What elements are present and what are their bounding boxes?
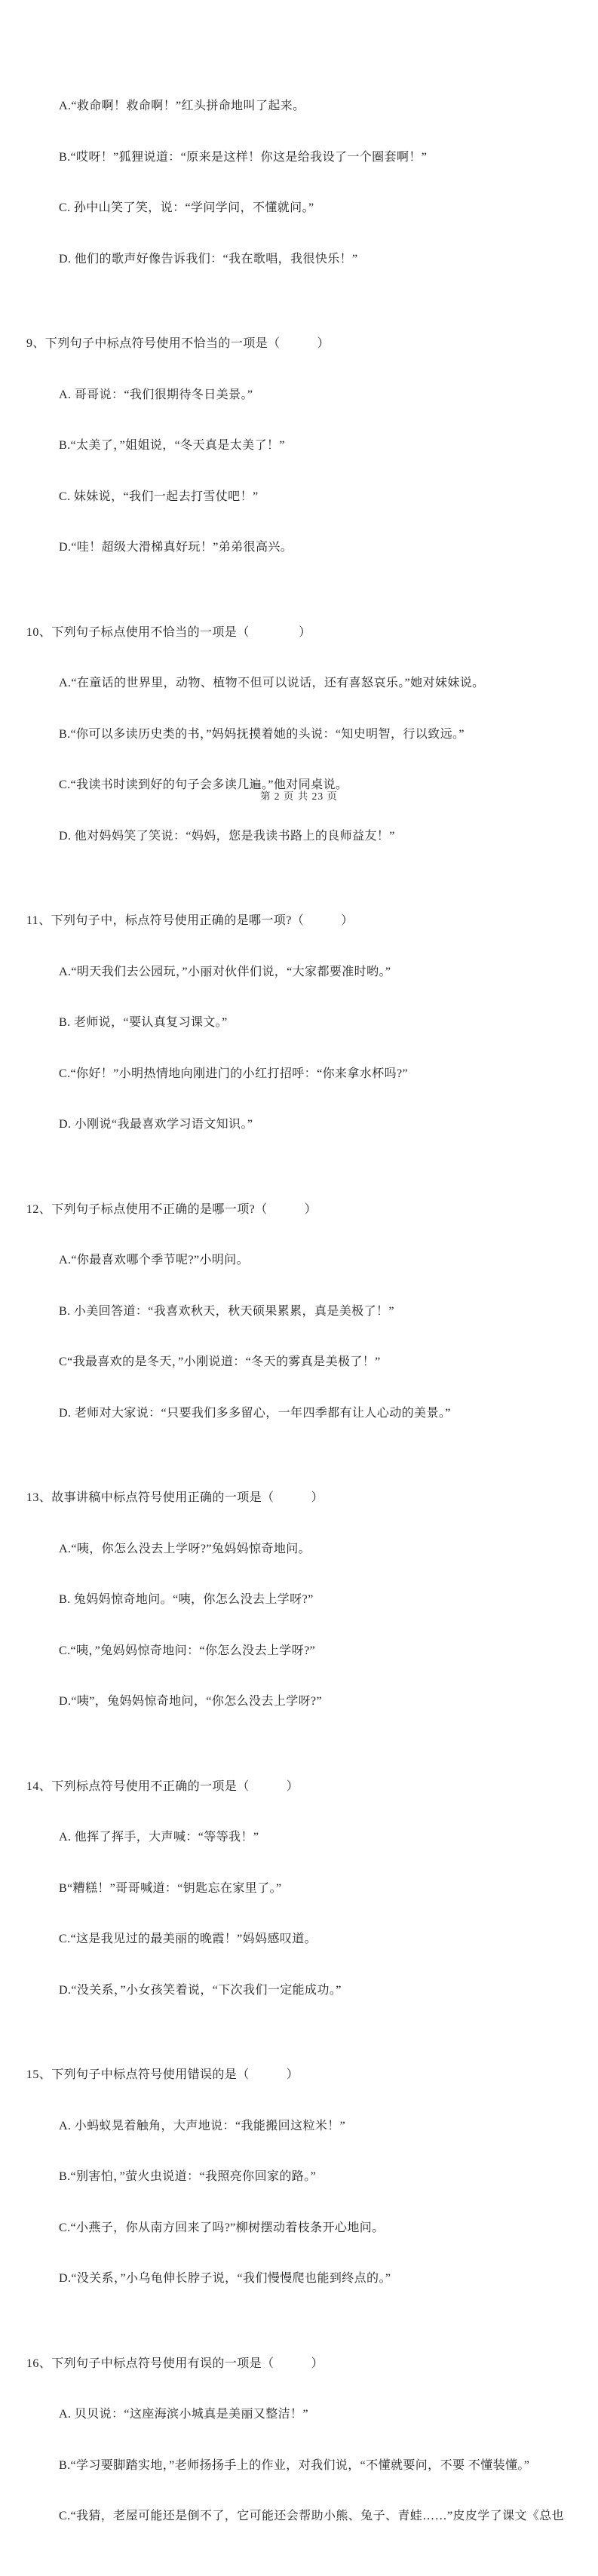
option-line: B. 小美回答道：“我喜欢秋天，秋天硕果累累，真是美极了！”	[59, 1304, 394, 1318]
question-stem: 9、下列句子中标点符号使用不恰当的一项是（ ）	[26, 337, 330, 350]
question-stem: 10、下列句子标点使用不恰当的一项是（ ）	[26, 625, 311, 639]
option-line: D.“哇！超级大滑梯真好玩！”弟弟很高兴。	[59, 541, 293, 554]
exam-content	[26, 30, 598, 2576]
option-line: D. 小刚说“我最喜欢学习语文知识。”	[59, 1118, 253, 1131]
question-stem: 11、下列句子中，标点符号使用正确的是哪一项?（ ）	[26, 914, 354, 927]
option-line: C.“小燕子，你从南方回来了吗?”柳树摆动着枝条开心地问。	[59, 2221, 385, 2234]
question-stem: 12、下列句子标点使用不正确的是哪一项?（ ）	[26, 1202, 317, 1216]
option-line: C.“我猜，老屋可能还是倒不了，它可能还会帮助小熊、兔子、青蛙……”皮皮学了课文《总也	[59, 2510, 565, 2522]
question-stem: 14、下列标点符号使用不正确的一项是（ ）	[26, 1779, 299, 1793]
option-line: C“我最喜欢的是冬天，”小刚说道：“冬天的雾真是美极了！”	[59, 1356, 381, 1368]
question-stem: 16、下列句子中标点符号使用有误的一项是（ ）	[26, 2356, 324, 2370]
option-line: A. 贝贝说：“这座海滨小城真是美丽又整洁！”	[59, 2408, 308, 2421]
option-line: C.“这是我见过的最美丽的晚霞！”妈妈感叹道。	[59, 1933, 317, 1945]
option-line: D. 他们的歌声好像告诉我们：“我在歌唱，我很快乐！”	[59, 252, 358, 266]
option-line: B.“哎呀！”狐狸说道：“原来是这样！你这是给我设了一个圈套啊！”	[59, 150, 428, 164]
option-line: A.“在童话的世界里，动物、植物不但可以说话，还有喜怒哀乐。”她对妹妹说。	[59, 677, 485, 689]
option-line: A. 他挥了挥手，大声喊：“等等我！”	[59, 1831, 259, 1844]
option-line: C.“咦，”兔妈妈惊奇地问：“你怎么没去上学呀?”	[59, 1644, 316, 1657]
option-line: A. 哥哥说：“我们很期待冬日美景。”	[59, 388, 253, 401]
option-line: C.“你好！”小明热情地向刚进门的小红打招呼：“你来拿水杯吗?”	[59, 1067, 408, 1080]
page-number: 第 2 页 共 23 页	[259, 791, 339, 802]
option-line: D.“没关系，”小乌龟伸长脖子说，“我们慢慢爬也能到终点的。”	[59, 2272, 391, 2285]
option-line: C. 孙中山笑了笑，说：“学问学问，不懂就问。”	[59, 201, 314, 214]
option-line: D. 老师对大家说：“只要我们多多留心，一年四季都有让人心动的美景。”	[59, 1406, 451, 1420]
question-stem: 13、故事讲稿中标点符号使用正确的一项是（ ）	[26, 1491, 324, 1504]
option-line: D.“咦”，兔妈妈惊奇地问，“你怎么没去上学呀?”	[59, 1695, 323, 1708]
option-line: D. 他对妈妈笑了笑说：“妈妈，您是我读书路上的良师益友！”	[59, 829, 395, 843]
question-stem: 15、下列句子中标点符号使用错误的是（ ）	[26, 2068, 299, 2081]
option-line: D.“没关系，”小女孩笑着说，“下次我们一定能成功。”	[59, 1983, 342, 1997]
option-line: B.“太美了，”姐姐说，“冬天真是太美了！”	[59, 439, 285, 452]
option-line: B. 兔妈妈惊奇地问。“咦，你怎么没去上学呀?”	[59, 1593, 314, 1606]
option-line: A. 小蚂蚁晃着触角，大声地说：“我能搬回这粒米！”	[59, 2119, 346, 2132]
option-line: C.“我读书时读到好的句子会多读几遍。”他对同桌说。	[59, 778, 348, 791]
option-line: B.“你可以多读历史类的书，”妈妈抚摸着她的头说：“知史明智，行以致远。”	[59, 727, 465, 741]
option-line: A.“明天我们去公园玩，”小丽对伙伴们说，“大家都要准时哟。”	[59, 965, 391, 978]
option-line: B“糟糕！”哥哥喊道：“钥匙忘在家里了。”	[59, 1881, 282, 1895]
option-line: A.“你最喜欢哪个季节呢?”小明问。	[59, 1254, 250, 1267]
option-line: B. 老师说，“要认真复习课文。”	[59, 1016, 228, 1029]
option-line: C. 妹妹说，“我们一起去打雪仗吧！”	[59, 490, 259, 503]
option-line: B.“别害怕，”萤火虫说道：“我照亮你回家的路。”	[59, 2170, 317, 2183]
option-line: A.“咦，你怎么没去上学呀?”兔妈妈惊奇地问。	[59, 1542, 311, 1555]
option-line: B.“学习要脚踏实地，”老师扬扬手上的作业，对我们说，“不懂就要问，不要 不懂装懂。”	[59, 2458, 530, 2472]
option-line: A.“救命啊！救命啊！”红头拼命地叫了起来。	[59, 100, 305, 112]
